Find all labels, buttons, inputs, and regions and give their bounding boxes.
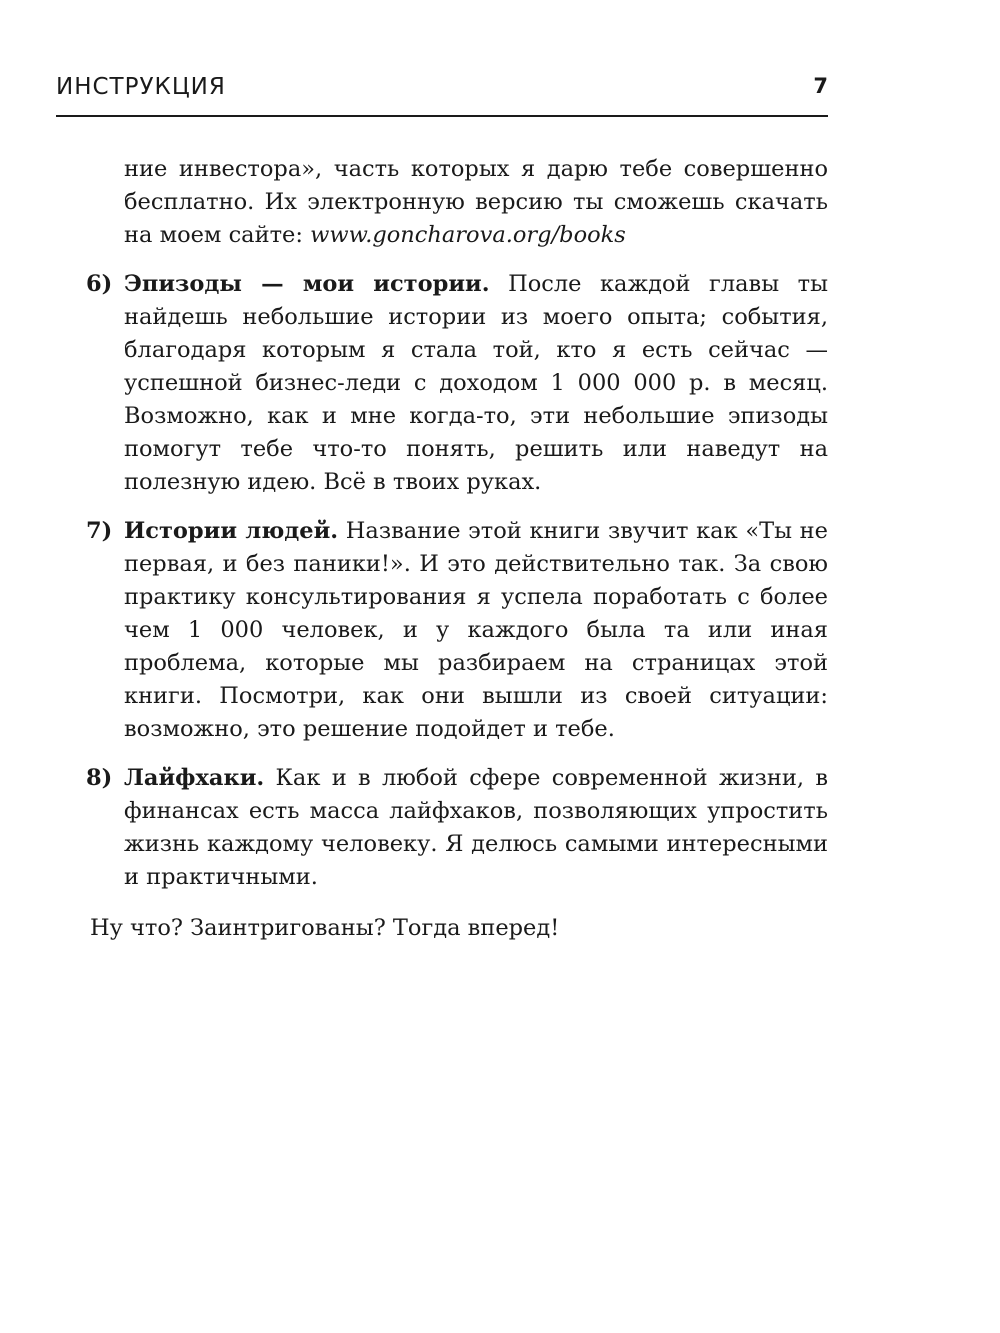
list-item-8	[56, 762, 828, 894]
item-number: 8)	[86, 765, 113, 791]
item-text: После каждой главы ты найдешь небольшие истории из моего опыта; события, благодаря которым я стала той, кто я есть сейчас — успешной бизнес-леди с доходом 1 000 000 р. в месяц. Возможно, как и мне когда-то, эти небольшие эпизоды помогут тебе что-то понять, решить или наведут на полезную идею. Всё в твоих руках.	[124, 271, 828, 495]
item-text: Название этой книги звучит как «Ты не первая, и без паники!». И это действительно так. За свою практику консультирования я успела поработать с более чем 1 000 человек, и у каждого была та или иная проблема, которые мы разбираем на страницах этой книги. Посмотри, как они вышли из своей ситуации: возможно, это решение подойдет и тебе.	[124, 518, 828, 742]
page-body	[56, 153, 828, 945]
closing-line: Ну что? Заинтригованы? Тогда вперед!	[90, 915, 560, 941]
item-title: Лайфхаки.	[124, 765, 265, 791]
continued-paragraph	[56, 153, 828, 252]
item-text: Как и в любой сфере современной жизни, в финансах есть масса лайфхаков, позволяющих упростить жизнь каждому человеку. Я делюсь самыми интересными и практичными.	[124, 765, 828, 890]
item-number: 6)	[86, 271, 113, 297]
website-link: www.goncharova.org/books	[310, 222, 626, 248]
continued-text: ние инвестора», часть которых я дарю тебе совершенно бесплатно. Их электронную версию ты сможешь скачать на моем сайте:	[124, 156, 828, 248]
item-title: Истории людей.	[124, 518, 339, 544]
running-header	[56, 72, 828, 108]
header-divider	[56, 115, 828, 117]
list-item-6	[56, 268, 828, 499]
list-item-7	[56, 515, 828, 746]
page-number: 7	[813, 74, 828, 98]
section-title: ИНСТРУКЦИЯ	[56, 74, 226, 100]
item-number: 7)	[86, 518, 113, 544]
item-title: Эпизоды — мои истории.	[124, 271, 490, 297]
